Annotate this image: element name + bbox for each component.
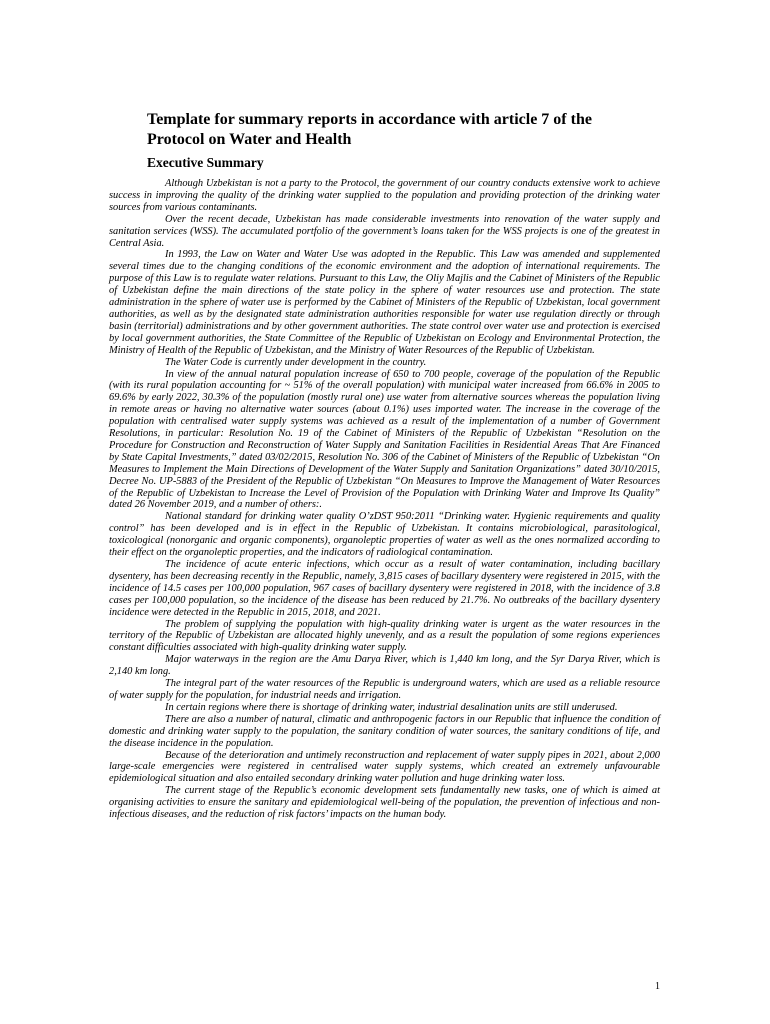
paragraph: In view of the annual natural population increase of 650 to 700 people, coverage of the population of the Republic (with its rural population accounting for ~ 51% of the overall population) with municipal water increased from 66.6% in 2005 to 69.6% by early 2022, 30.3% of the population (mostly rural one) use water from alternative sources whereas the population living in remote areas or having no alternative water sources (about 0.1%) uses imported water. The increase in the coverage of the population with centralised water supply systems was achieved as a result of the implementation of a number of Government Resolutions, in particular: Resolution No. 19 of the Cabinet of Ministers of the Republic of Uzbekistan “Resolution on the Procedure for Construction and Reconstruction of Water Supply and Sanitation Facilities in Residential Areas That Are Financed by State Capital Investments,” dated 03/02/2015, Resolution No. 306 of the Cabinet of Ministers of the Republic of Uzbekistan “On Measures to Implement the Main Directions of Development of the Water Supply and Sanitation Organizations” dated 30/10/2015, Decree No. UP-5883 of the President of the Republic of Uzbekistan “On Measures to Improve the Management of Water Resources of the Republic of Uzbekistan to Increase the Level of Provision of the Population with Drinking Water and Improve Its Quality” dated 26 November 2019, and a number of others:. bbox=[109, 368, 660, 511]
paragraph: Over the recent decade, Uzbekistan has made considerable investments into renovation of the water supply and sanitation services (WSS). The accumulated portfolio of the government’s loans taken for the WSS projects is one of the greatest in Central Asia. bbox=[109, 213, 660, 249]
paragraph: There are also a number of natural, climatic and anthropogenic factors in our Republic that influence the condition of domestic and drinking water supply to the population, the sanitary condition of water sources, the sanitary conditions of life, and the disease incidence in the population. bbox=[109, 713, 660, 749]
paragraph: In certain regions where there is shortage of drinking water, industrial desalination units are still underused. bbox=[165, 701, 618, 713]
section-heading: Executive Summary bbox=[147, 155, 264, 170]
paragraph: National standard for drinking water quality O’zDST 950:2011 “Drinking water. Hygienic requirements and quality control” has been developed and is in effect in the Republic of Uzbekistan. It contains microbiological, parasitological, toxicological (nonorganic and organic components), organoleptic properties of water as well as the ones normalized according to their effect on the organoleptic properties, and the indicators of radiological contamination. bbox=[109, 511, 660, 559]
document-title: Template for summary reports in accordance with article 7 of the Protocol on Water and Health bbox=[147, 111, 592, 148]
paragraph: Because of the deterioration and untimely reconstruction and replacement of water supply pipes in 2021, about 2,000 large-scale emergencies were registered in centralised water supply systems, which created an extremely unfavourable epidemiological situation and also entailed secondary drinking water pollution and huge drinking water loss. bbox=[109, 749, 660, 785]
paragraph: In 1993, the Law on Water and Water Use was adopted in the Republic. This Law was amended and supplemented several times due to the changing conditions of the economic environment and the adoption of international requirements. The purpose of this Law is to regulate water relations. Pursuant to this Law, the Oliy Majlis and the Cabinet of Ministers of the Republic of Uzbekistan define the main directions of the state policy in the sphere of water resources use and protection. The state administration in the sphere of water use is performed by the Cabinet of Ministers of the Republic of Uzbekistan, local government authorities, as well as by the designated state administration authorities responsible for water use regulation directly or through basin (territorial) administrations and by other government authorities. The state control over water use and protection is exercised by local government authorities, the State Committee of the Republic of Uzbekistan on Ecology and Environmental Protection, the Ministry of Health of the Republic of Uzbekistan, and the Ministry of Water Resources of the Republic of Uzbekistan. bbox=[109, 249, 660, 356]
paragraph: The current stage of the Republic’s economic development sets fundamentally new tasks, one of which is aimed at organising activities to ensure the sanitary and epidemiological well-being of the population, the prevention of infectious and non-infectious diseases, and the reduction of risk factors’ impacts on the human body. bbox=[109, 785, 660, 821]
paragraph: Although Uzbekistan is not a party to the Protocol, the government of our country conducts extensive work to achieve success in improving the quality of the drinking water supplied to the population and providing protection of the drinking water sources from various contaminants. bbox=[109, 178, 660, 213]
paragraph: The Water Code is currently under development in the country. bbox=[165, 356, 427, 368]
page-number: 1 bbox=[655, 981, 660, 992]
paragraph: Major waterways in the region are the Amu Darya River, which is 1,440 km long, and the Syr Darya River, which is 2,140 km long. bbox=[109, 654, 660, 678]
paragraph: The problem of supplying the population with high-quality drinking water is urgent as the water resources in the territory of the Republic of Uzbekistan are allocated highly unevenly, and as a result the population of some regions experiences constant difficulties associated with high-quality drinking water supply. bbox=[109, 618, 660, 654]
document-body bbox=[109, 178, 660, 821]
paragraph: The integral part of the water resources of the Republic is underground waters, which are used as a reliable resource of water supply for the population, for industrial needs and irrigation. bbox=[109, 678, 660, 701]
paragraph: The incidence of acute enteric infections, which occur as a result of water contamination, including bacillary dysentery, has been decreasing recently in the Republic, namely, 3,815 cases of bacillary dysentery were registered in 2015, with the incidence of 14.5 cases per 100,000 population, 967 cases of bacillary dysentery were registered in 2018, with the incidence of 3.8 cases per 100,000 population, so the incidence of the disease has been reduced by 21.7%. No outbreaks of the bacillary dysentery incidence were detected in the Republic in 2015, 2018, and 2021. bbox=[109, 559, 660, 618]
